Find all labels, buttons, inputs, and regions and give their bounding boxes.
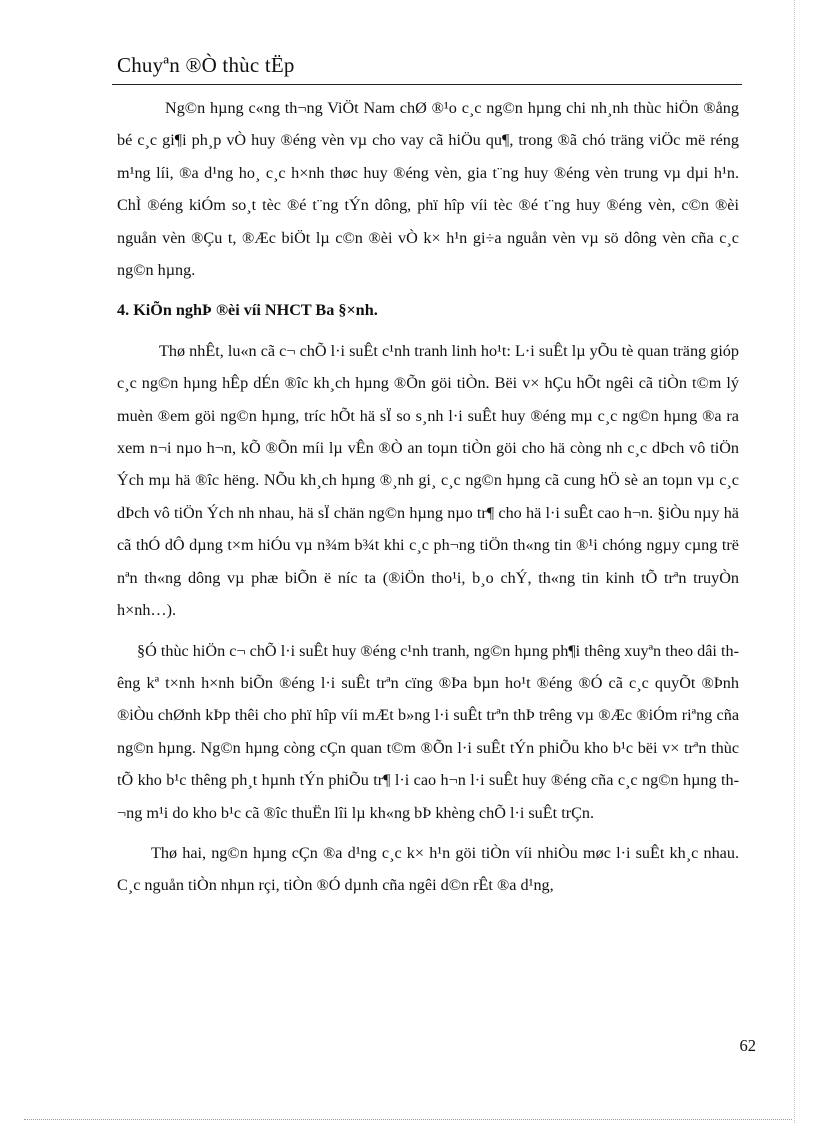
- body-paragraph: Thø hai, ng©n hµng cÇn ®a d¹ng c¸c k× h¹n göi tiÒn víi nhiÒu møc l·i suÊt kh¸c nhau. C¸c nguån tiÒn nhµn rçi, tiÒn ®Ó dµnh cña ngêi d©n rÊt ®a d¹ng,: [117, 843, 739, 895]
- running-header-title: Chuyªn ®Ò thùc tËp: [117, 53, 295, 77]
- footer-divider: [24, 1119, 792, 1120]
- page-edge-divider: [794, 0, 795, 1123]
- body-paragraph: Thø nhÊt, lu«n cã c¬ chÕ l·i suÊt c¹nh tranh linh ho¹t: L·i suÊt lµ yÕu tè quan träng gióp c¸c ng©n hµng hÊp dÉn ®îc kh¸ch hµng ®Õn göi tiÒn. Bëi v× hÇu hÕt ngêi cã tiÒn t©m lý muèn ®em göi ng©n hµng, tríc hÕt hä sÏ so s¸nh l·i suÊt huy ®éng mµ c¸c ng©n hµng ®a ra xem n¬i nµo h¬n, kÕ ®Õn míi lµ vÊn ®Ò an toµn tiÒn göi cho hä còng nh c¸c dÞch vô tiÖn Ých mµ hä ®îc hëng. NÕu kh¸ch hµng ®¸nh gi¸ c¸c ng©n hµng cã cung hÖ sè an toµn vµ c¸c dÞch vô tiÖn Ých nh nhau, hä sÏ chän ng©n hµng nµo tr¶ cho hä l·i suÊt cao h¬n. §iÒu nµy hä cã thÓ dÔ dµng t×m hiÓu vµ n¾m b¾t khi c¸c ph¬ng tiÖn th«ng tin ®¹i chóng ngµy cµng trë nªn th«ng dông vµ phæ biÕn ë níc ta (®iÖn tho¹i, b¸o chÝ, th«ng tin kinh tÕ trªn truyÒn h×nh…).: [117, 341, 739, 620]
- section-heading: 4. KiÕn nghÞ ®èi víi NHCT Ba §×nh.: [117, 301, 378, 320]
- body-paragraph: §Ó thùc hiÖn c¬ chÕ l·i suÊt huy ®éng c¹nh tranh, ng©n hµng ph¶i thêng xuyªn theo dâi thêng kª t×nh h×nh biÕn ®éng l·i suÊt trªn cïng ®Þa bµn ho¹t ®éng ®Ó cã c¸c quyÕt ®Þnh ®iÒu chØnh kÞp thêi cho phï hîp víi mÆt b»ng l·i suÊt trªn thÞ trêng vµ ®Æc ®iÓm riªng cña ng©n hµng. Ng©n hµng còng cÇn quan t©m ®Õn l·i suÊt tÝn phiÕu kho b¹c bëi v× trªn thùc tÕ kho b¹c thêng ph¸t hµnh tÝn phiÕu tr¶ l·i cao h¬n l·i suÊt huy ®éng cña c¸c ng©n hµng th¬ng m¹i do kho b¹c cã ®îc thuËn lîi lµ kh«ng bÞ khèng chÕ l·i suÊt trÇn.: [117, 641, 739, 822]
- body-text: [117, 92, 739, 902]
- header-divider: [112, 84, 742, 85]
- page-number: 62: [739, 1036, 756, 1055]
- body-paragraph: Ng©n hµng c«ng th¬ng ViÖt Nam chØ ®¹o c¸c ng©n hµng chi nh¸nh thùc hiÖn ®ång bé c¸c gi¶i ph¸p vÒ huy ®éng vèn vµ cho vay cã hiÖu qu¶, trong ®ã chó träng viÖc më réng m¹ng líi, ®a d¹ng ho¸ c¸c h×nh thøc huy ®éng vèn, gia t¨ng huy ®éng vèn trung vµ dµi h¹n. ChÌ ®éng kiÓm so¸t tèc ®é t¨ng tÝn dông, phï hîp víi tèc ®é t¨ng huy ®éng vèn, c©n ®èi nguån vèn ®Çu t, ®Æc biÖt lµ c©n ®èi vÒ k× h¹n gi÷a nguån vèn vµ sö dông vèn cña c¸c ng©n hµng.: [117, 99, 739, 280]
